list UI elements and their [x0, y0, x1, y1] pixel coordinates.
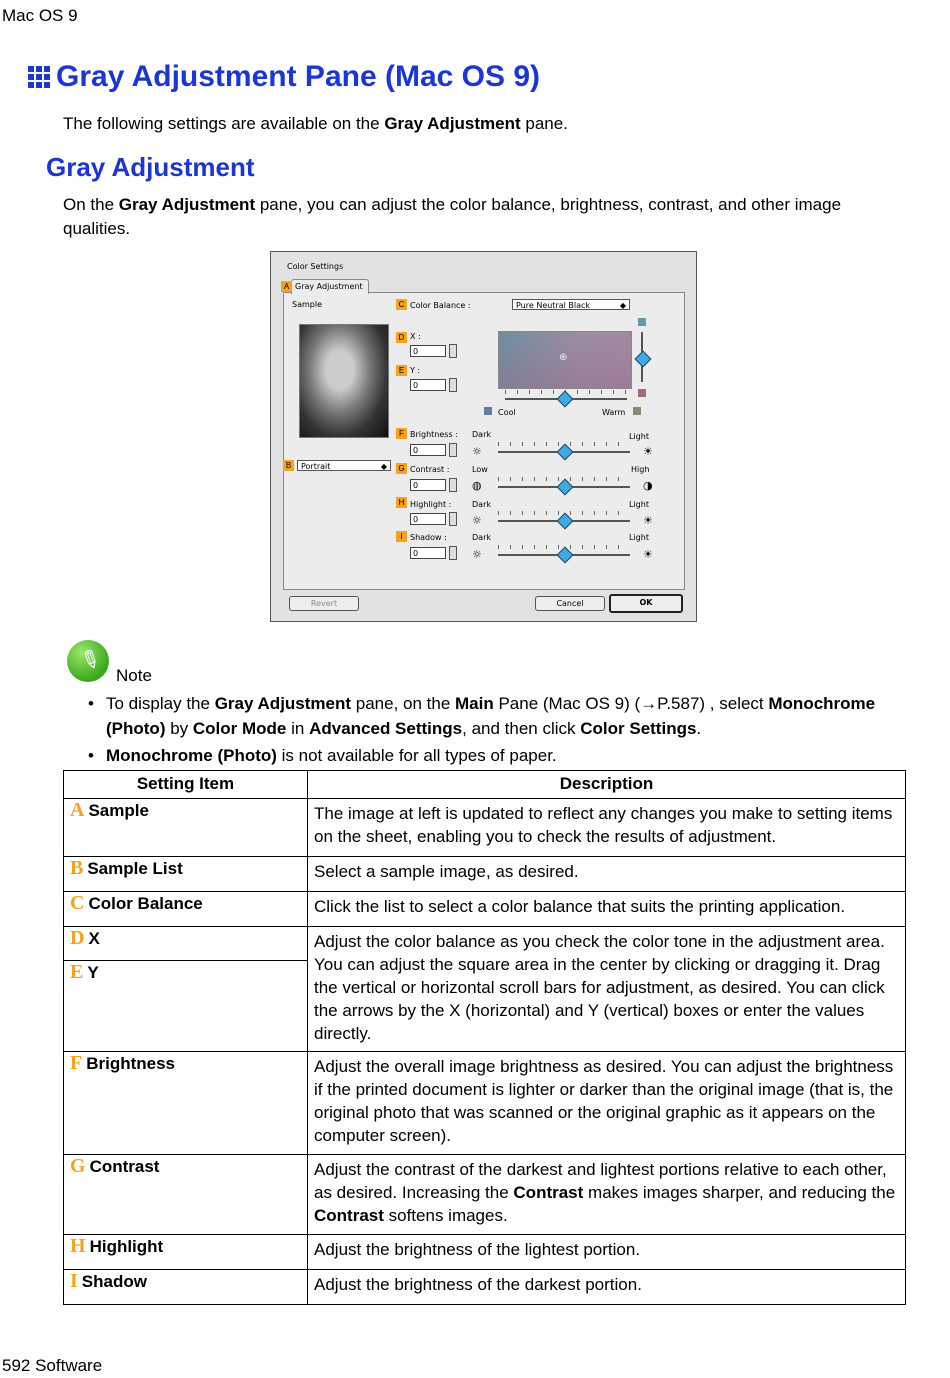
vertical-scale-top-swatch — [638, 318, 646, 326]
shadow-dark-sun-icon: ☼ — [472, 548, 482, 561]
highlight-light-label: Light — [629, 500, 649, 509]
sample-photo — [299, 324, 389, 438]
x-field[interactable]: 0 — [410, 345, 446, 357]
table-row — [64, 1235, 906, 1270]
row-description: The image at left is updated to reflect any changes you make to setting items on the sheet, enabling you to check the results of adjustment. — [308, 799, 906, 857]
highlight-field[interactable]: 0 — [410, 513, 446, 525]
dark-sun-icon: ☼ — [472, 445, 482, 458]
contrast-low-label: Low — [472, 465, 488, 474]
cool-label: Cool — [498, 408, 516, 417]
row-letter: C — [70, 892, 85, 914]
row-item: Y — [87, 963, 99, 982]
row-item: Contrast — [89, 1157, 160, 1176]
vertical-scale-bottom-swatch — [638, 389, 646, 397]
shadow-field[interactable]: 0 — [410, 547, 446, 559]
page-title — [28, 60, 540, 94]
row-letter: A — [70, 799, 85, 821]
color-balance-label: Color Balance : — [410, 301, 471, 310]
warm-swatch — [633, 407, 641, 415]
highlight-label: Highlight : — [410, 500, 452, 509]
row-description: Adjust the contrast of the darkest and lightest portions relative to each other, as desired. Increasing the Contrast makes images sharper, and reducing the Contrast softens images. — [308, 1155, 906, 1235]
highlight-dark-label: Dark — [472, 500, 491, 509]
table-row — [64, 1155, 906, 1235]
row-item: Sample List — [87, 859, 183, 878]
callout-e: E — [396, 365, 407, 376]
note-label: Note — [116, 666, 152, 685]
sample-list-select[interactable]: Portrait ◆ — [297, 460, 391, 471]
cancel-button[interactable]: Cancel — [535, 596, 605, 611]
tab-gray-adjustment[interactable]: Gray Adjustment — [291, 279, 369, 294]
shadow-light-label: Light — [629, 533, 649, 542]
note-item: • Monochrome (Photo) is not available for all types of paper. — [88, 743, 908, 768]
callout-d: D — [396, 332, 407, 343]
note-pencil-icon: ✎ — [67, 640, 109, 682]
table-row — [64, 857, 906, 892]
row-description: Adjust the brightness of the darkest portion. — [308, 1270, 906, 1305]
callout-b: B — [283, 460, 294, 471]
high-contrast-icon: ◑ — [643, 479, 653, 492]
row-item: X — [88, 929, 100, 948]
section-paragraph: On the Gray Adjustment pane, you can adjust the color balance, brightness, contrast, and other image qualities. — [63, 195, 842, 238]
shadow-dark-label: Dark — [472, 533, 491, 542]
light-sun-icon: ☀ — [643, 445, 653, 458]
highlight-stepper[interactable] — [449, 512, 457, 526]
note-item: • To display the Gray Adjustment pane, on the Main Pane (Mac OS 9) (→P.587) , select Monochrome (Photo) by Color Mode in Advanced Settings, and then click Color Settings. — [88, 691, 908, 741]
highlight-dark-sun-icon: ☼ — [472, 514, 482, 527]
callout-f: F — [396, 428, 407, 439]
y-stepper[interactable] — [449, 378, 457, 392]
color-settings-dialog-screenshot — [270, 251, 697, 622]
settings-table — [63, 770, 906, 1305]
callout-a: A — [281, 281, 292, 292]
dialog-title: Color Settings — [287, 262, 344, 271]
shadow-light-sun-icon: ☀ — [643, 548, 653, 561]
table-row — [64, 892, 906, 927]
low-contrast-icon: ◍ — [472, 479, 482, 492]
column-header-description: Description — [308, 771, 906, 799]
contrast-label: Contrast : — [410, 465, 450, 474]
row-letter: D — [70, 927, 85, 949]
brightness-stepper[interactable] — [449, 443, 457, 457]
table-header-row — [64, 771, 906, 799]
callout-g: G — [396, 463, 407, 474]
row-description: Adjust the color balance as you check the color tone in the adjustment area. You can adjust the square area in the center by clicking or dragging it. Drag the vertical or horizontal scroll bars for adjustment, as desired. You can click the arrows by the X (horizontal) and Y (vertical) boxes or enter the values directly. — [308, 927, 906, 1052]
revert-button[interactable]: Revert — [289, 596, 359, 611]
row-item: Sample — [88, 801, 149, 820]
sample-label: Sample — [292, 300, 322, 309]
contrast-high-label: High — [631, 465, 650, 474]
page-title-text: Gray Adjustment Pane (Mac OS 9) — [56, 60, 541, 93]
x-stepper[interactable] — [449, 344, 457, 358]
row-description: Select a sample image, as desired. — [308, 857, 906, 892]
page-footer: 592 Software — [2, 1356, 103, 1375]
color-adjustment-area[interactable]: ⊕ — [498, 331, 632, 389]
contrast-field[interactable]: 0 — [410, 479, 446, 491]
ok-button[interactable]: OK — [609, 594, 683, 613]
brightness-field[interactable]: 0 — [410, 444, 446, 456]
y-label: Y : — [410, 366, 421, 375]
running-head: Mac OS 9 — [2, 6, 78, 25]
warm-label: Warm — [602, 408, 626, 417]
x-label: X : — [410, 332, 421, 341]
row-description: Adjust the overall image brightness as desired. You can adjust the brightness if the printed document is lighter or darker than the original image (that is, the original photo that was scanned or the original graphic as it appears on the computer screen). — [308, 1052, 906, 1155]
table-row — [64, 1270, 906, 1305]
contrast-stepper[interactable] — [449, 478, 457, 492]
row-letter: G — [70, 1155, 86, 1177]
section-title: Gray Adjustment — [46, 152, 255, 182]
note-list — [88, 691, 908, 770]
brightness-dark-label: Dark — [472, 430, 491, 439]
row-item: Brightness — [86, 1054, 176, 1073]
row-letter: E — [70, 961, 84, 983]
intro-paragraph: The following settings are available on the Gray Adjustment pane. — [63, 114, 568, 133]
brightness-label: Brightness : — [410, 430, 458, 439]
brightness-light-label: Light — [629, 432, 649, 441]
shadow-label: Shadow : — [410, 533, 447, 542]
row-description: Click the list to select a color balance that suits the printing application. — [308, 892, 906, 927]
callout-c: C — [396, 299, 407, 310]
row-item: Color Balance — [88, 894, 203, 913]
column-header-setting-item: Setting Item — [64, 771, 308, 799]
section-grid-icon — [28, 66, 50, 88]
callout-h: H — [396, 497, 407, 508]
color-balance-select[interactable]: Pure Neutral Black ◆ — [512, 299, 630, 310]
row-letter: H — [70, 1235, 86, 1257]
y-field[interactable]: 0 — [410, 379, 446, 391]
row-letter: F — [70, 1052, 83, 1074]
row-letter: I — [70, 1270, 78, 1292]
table-row — [64, 927, 906, 961]
row-item: Shadow — [81, 1272, 147, 1291]
table-row — [64, 1052, 906, 1155]
row-item: Highlight — [89, 1237, 164, 1256]
shadow-stepper[interactable] — [449, 546, 457, 560]
highlight-light-sun-icon: ☀ — [643, 514, 653, 527]
cool-swatch — [484, 407, 492, 415]
callout-i: I — [396, 531, 407, 542]
row-description: Adjust the brightness of the lightest portion. — [308, 1235, 906, 1270]
table-row — [64, 799, 906, 857]
row-letter: B — [70, 857, 84, 879]
